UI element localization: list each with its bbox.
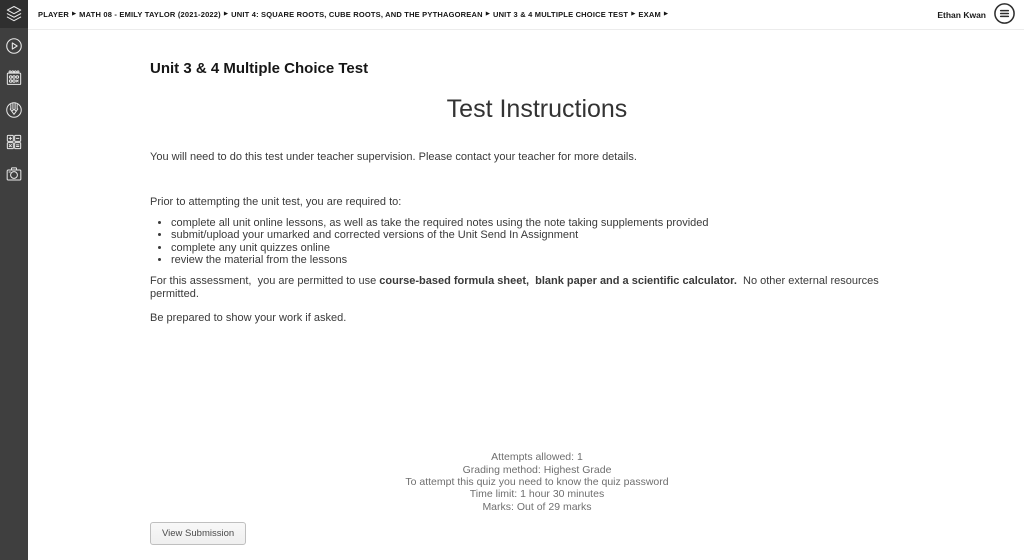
view-submission-button[interactable]: View Submission (150, 522, 246, 545)
camera-icon (4, 164, 24, 184)
quiz-info-line: Marks: Out of 29 marks (482, 500, 592, 513)
show-work-paragraph: Be prepared to show your work if asked. (150, 312, 347, 325)
quiz-info-line: To attempt this quiz you need to know the quiz password (405, 476, 669, 488)
breadcrumb-item[interactable]: EXAM (638, 10, 661, 19)
breadcrumb-separator-icon: ▶ (71, 10, 77, 17)
requirement-item: • complete any unit quizzes online (171, 242, 924, 254)
requirement-item: • complete all unit online lessons, as well as take the required notes using the note taking supplements provided (171, 217, 924, 229)
requirement-item: • submit/upload your umarked and corrected versions of the Unit Send In Assignment (171, 229, 924, 241)
breadcrumb-item[interactable]: MATH 08 - EMILY TAYLOR (2021-2022) (79, 10, 221, 19)
user-name: Ethan Kwan (937, 9, 986, 20)
app-sidebar (0, 0, 28, 560)
calendar-icon (4, 68, 24, 88)
quiz-info-line: Time limit: 1 hour 30 minutes (469, 488, 605, 501)
breadcrumb-item[interactable]: UNIT 3 & 4 MULTIPLE CHOICE TEST (492, 10, 629, 19)
breadcrumb-separator-icon: ▶ (631, 10, 636, 17)
page-title: Unit 3 & 4 Multiple Choice Test (150, 60, 369, 77)
breadcrumb-separator-icon: ▶ (485, 10, 490, 17)
layers-icon (4, 4, 24, 24)
user-menu-area (937, 2, 1018, 28)
sidebar-item-lessons[interactable] (0, 32, 28, 60)
top-bar (28, 0, 1024, 30)
sidebar-item-calendar[interactable] (0, 64, 28, 92)
intro-paragraph: You will need to do this test under teacher supervision. Please contact your teacher for more details. (150, 151, 637, 163)
sidebar-item-courses[interactable] (0, 0, 28, 28)
prior-heading: Prior to attempting the unit test, you are required to: (150, 196, 402, 208)
sidebar-item-culture[interactable] (0, 96, 28, 124)
requirement-item: • review the material from the lessons (171, 254, 924, 266)
breadcrumb-separator-icon: ▶ (663, 10, 669, 17)
quiz-info-block (150, 451, 924, 513)
hands-icon (4, 100, 24, 120)
breadcrumb (38, 10, 671, 19)
breadcrumb-item[interactable]: UNIT 4: SQUARE ROOTS, CUBE ROOTS, AND THE PYTHAGOREAN (231, 10, 483, 19)
sidebar-item-media[interactable] (0, 160, 28, 188)
sidebar-item-calculator[interactable] (0, 128, 28, 156)
calculator-icon (4, 132, 24, 152)
quiz-info-line: Grading method: Highest Grade (462, 463, 612, 476)
requirements-list (150, 217, 924, 266)
permitted-paragraph: For this assessment, you are permitted to use course-based formula sheet, blank paper and a scientific calculator. No other external resources permitted. (150, 275, 882, 301)
hamburger-icon (993, 2, 1016, 28)
breadcrumb-separator-icon: ▶ (223, 10, 229, 17)
quiz-info-line: Attempts allowed: 1 (491, 451, 583, 464)
section-title: Test Instructions (446, 95, 628, 123)
hamburger-menu-button[interactable] (993, 2, 1016, 28)
breadcrumb-item[interactable]: PLAYER (38, 10, 69, 19)
main-content (150, 30, 924, 545)
play-icon (4, 36, 24, 56)
